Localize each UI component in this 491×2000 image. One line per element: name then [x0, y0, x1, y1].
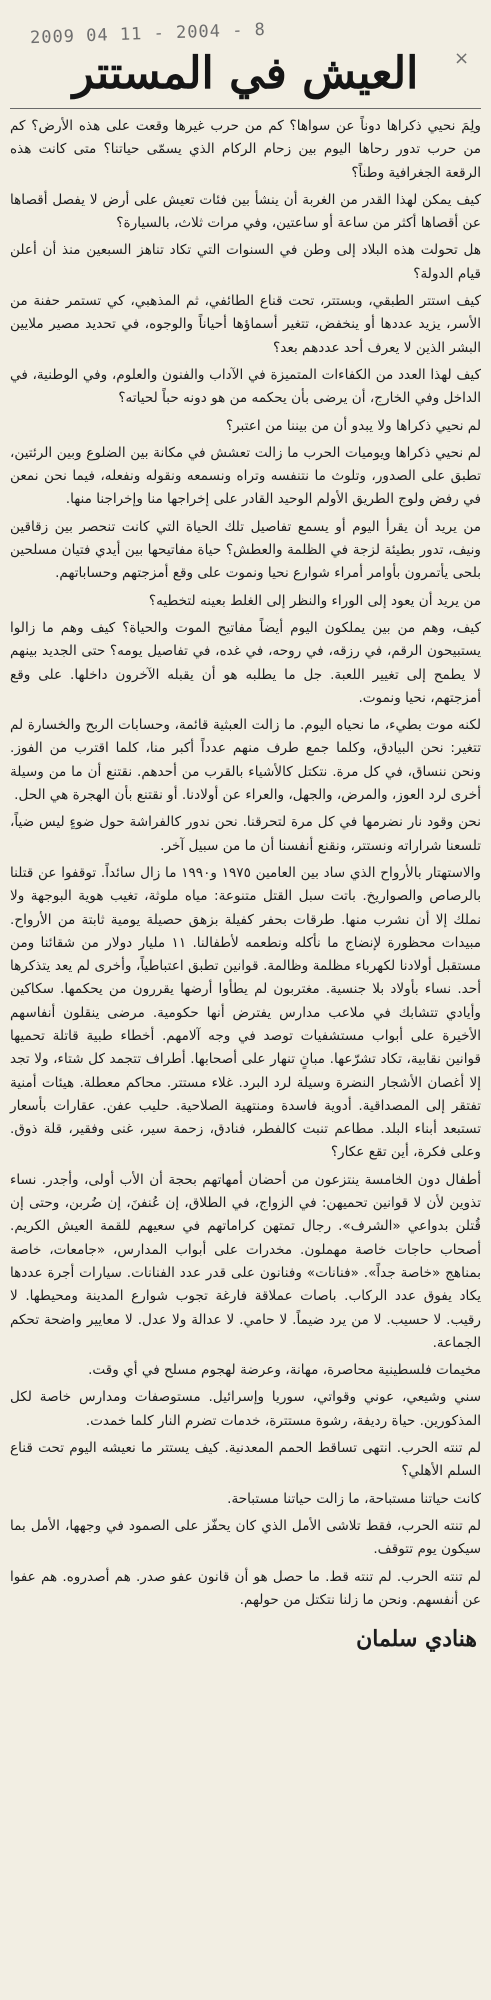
handwritten-date-note: 2009 04 11 - 2004 - 8 [29, 19, 267, 49]
article-paragraph: لكنه موت بطيء، ما نحياه اليوم. ما زالت العبثية قائمة، وحسابات الربح والخسارة لم تتغير: نحن البيادق، وكلما جمع طرف منهم عدداً أكبر منا، كلما اقترب من الفوز. ونحن ننساق، في كل مرة. نتكتل كالأشياء بالقرب من أحدهم. نقتنع أن ما من وسيلة أخرى لرد العوز، والمرض، والجهل، والعراء عن أولادنا. أو نقتنع بأن الهجرة هي الحل. [10, 717, 481, 804]
article-paragraph: من يريد أن يعود إلى الوراء والنظر إلى الغلط بعينه لتخطيه؟ [148, 592, 481, 609]
article-paragraph: كيف يمكن لهذا القدر من الغربة أن ينشأ بين فئات تعيش على أرض لا يفصل أقصاها عن أقصاها أكثر من ساعة أو ساعتين، وفي مرات ثلاث، بالسيارة؟ [10, 191, 481, 232]
article-paragraph: كيف لهذا العدد من الكفاءات المتميزة في الآداب والفنون والعلوم، وفي الوطنية، في الداخل وفي الخارج، أن يرضى بأن يحكمه من هو دونه حباً لحياته؟ [10, 366, 481, 407]
article-paragraph: من يريد أن يقرأ اليوم أو يسمع تفاصيل تلك الحياة التي كانت تنحصر بين زقاقين ونيف، تدور بطيئة لزجة في الظلمة والعطش؟ حياة مفاتيحها بين أيدي فتيان مسلحين بلحى يأتمرون بأوامر أمراء شوارع نحيا ونموت على وقع أمزجتهم وحساباتهم. [10, 518, 481, 582]
headline-divider [10, 108, 481, 109]
article-paragraph: مخيمات فلسطينية محاصرة، مهانة، وعرضة لهجوم مسلح في أي وقت. [88, 1362, 481, 1379]
article-paragraph: أطفال دون الخامسة ينتزعون من أحضان أمهاتهم بحجة أن الأب أولى، وأجدر. نساء تذوين لأن لا قوانين تحميهن: في الزواج، في الطلاق، إن عُنفنَ، إن ضُربن، وحتى إن قُتلن بدواعي «الشرف». رجال تمتهن كراماتهم في سعيهم للقمة العيش الكريم. أصحاب حاجات خاصة مهملون. مخدرات على أبواب المدارس، «جامعات، خاصة بمناهج «خاصة جداً». «فنانات» وفنانون على قدر عدد الفنانات. سيارات أجرة عددها يكاد يفوق عدد الركاب. باصات عملاقة فارغة تجوب شوارع المدينة ومحيطها. لا رقيب. لا حسيب. لا من يرد ضيماً. لا حامي. لا عدالة ولا عدل. لا معايير واضحة تحكم الجماعة. [10, 1171, 481, 1351]
article-paragraph: لم تنته الحرب، فقط تلاشى الأمل الذي كان يحفّز على الصمود في وجهها، الأمل بما سيكون يوم تتوقف. [10, 1517, 481, 1558]
article-paragraph: سني وشيعي، عوني وقواتي، سوريا وإسرائيل. مستوصفات ومدارس خاصة لكل المذكورين. حياة رديفة، رشوة مستترة، خدمات تضرم النار كلما خمدت. [10, 1389, 481, 1429]
article-paragraph: والاستهتار بالأرواح الذي ساد بين العامين ١٩٧٥ و١٩٩٠ ما زال سائداً. توقفوا عن قتلنا بالرصاص والصواريخ. باتت سبل القتل متنوعة: مياه ملوثة، تغيب هوية البوجهة ولا نملك إلا أن نشرب منها. طرقات بحفر كفيلة بزهق حصيلة يومية ثابتة من الأرواح. مبيدات محظورة لإنضاج ما نأكله ونطعمه لأطفالنا. ١١ مليار دولار من شقائنا ومن مستقبل أولادنا لكهرباء مظلمة وظالمة. قوانين تطبق اعتباطياً، وأخرى لم يعد يتذكرها أحد. نساء بأولاد بلا جنسية. مغتربون لم يطأوا أرضها يقررون من يحكمها. سكاكين وأيادي تتشابك في ملاعب مدارس يفترض أنها حكومية. مرضى ينقلون أنفاسهم الأخيرة على أبواب مستشفيات توصد في وجه آلامهم. أخطاء طبية قاتلة تحميها قوانين نقابية، تكاد تشرّعها. مبانٍ تنهار على أصحابها. أطراف تتجمد كل شتاء، ولا تجد إلا أغصان الأشجار النضرة وسيلة لرد البرد. غلاء مستتر. محاكم معطلة. هيئات أمنية تفتقر إلى المصداقية. أدوية فاسدة ومنتهية الصلاحية. حليب عفن. عقارات بأسعار تستبعد أبناء البلد. مطاعم تنبت كالفطر، فنادق، زحمة سير، غنى وفقير، قلة ذوق. وعلى فكرة، أين تقع عكار؟ [10, 864, 482, 1161]
article-paragraph: لم نحيي ذكراها ولا يبدو أن من بيننا من اعتبر؟ [225, 417, 481, 434]
article-paragraph: لم تنته الحرب. لم تنته قط. ما حصل هو أن قانون عفو صدر. هم أصدروه. هم عفوا عن أنفسهم. ونحن ما زلنا نتكتل من حولهم. [10, 1568, 481, 1608]
article-headline: العيش في المستتر [72, 48, 419, 99]
article-body [10, 115, 481, 1612]
author-byline: هنادي سلمان [356, 1626, 477, 1653]
corner-mark: × [454, 48, 470, 69]
article-paragraph: لم نحيي ذكراها ويوميات الحرب ما زالت تعشش في مكانة بين الضلوع وبين الرئتين، تطبق على الصدور، وتلوث ما نتنفسه وتراه ونسمعه ونقوله ونفعله، فيما نحن نمعن في رفض ولوج الطريق الأولم الوحيد القادر على إخراجها منا وإخراجنا منها. [10, 444, 481, 508]
article-paragraph: هل تحولت هذه البلاد إلى وطن في السنوات التي تكاد تناهز السبعين منذ أن أعلن قيام الدولة؟ [10, 242, 481, 282]
article-paragraph: كانت حياتنا مستباحة، ما زالت حياتنا مستباحة. [227, 1490, 481, 1507]
article-paragraph: كيف، وهم من بين يملكون اليوم أيضاً مفاتيح الموت والحياة؟ كيف وهم ما زالوا يستبيحون الرقم، في رزقه، في روحه، في غده، في تفاصيل يومه؟ حتى الجديد بينهم لا يطمح إلى تغيير اللعبة. جل ما يطلبه هو أن يقبله الآخرون داخلها. على وقع أمزجتهم، نحيا ونموت. [10, 619, 481, 706]
article-paragraph: لم تنته الحرب. انتهى تساقط الحمم المعدنية. كيف يستتر ما نعيشه اليوم تحت قناع السلم الأهلي؟ [10, 1440, 481, 1480]
article-paragraph: نحن وقود نار نضرمها في كل مرة لتحرقنا. نحن ندور كالفراشة حول ضوءٍ ليس ضياً، تلسعنا شراراته ونستتر، ونقنع أنفسنا أن ما من سبيل آخر. [10, 814, 481, 854]
article-paragraph: ولِمَ نحيي ذكراها دوناً عن سواها؟ كم من حرب غيرها وقعت على هذه الأرض؟ كم من حرب تدور رحاها اليوم بين زحام الركام الذي يسمّى حياتنا؟ متى كانت هذه الرقعة الجغرافية وطناً؟ [10, 118, 481, 181]
article-paragraph: كيف استتر الطبقي، وبستتر، تحت قناع الطائفي، ثم المذهبي، كي تستمر حفنة من الأسر، يزيد عددها أو ينخفض، تتغير أسماؤها أحياناً والوجوه، في تحديد مصير ملايين البشر الذين لا يعرف أحد عددهم بعد؟ [10, 293, 481, 356]
